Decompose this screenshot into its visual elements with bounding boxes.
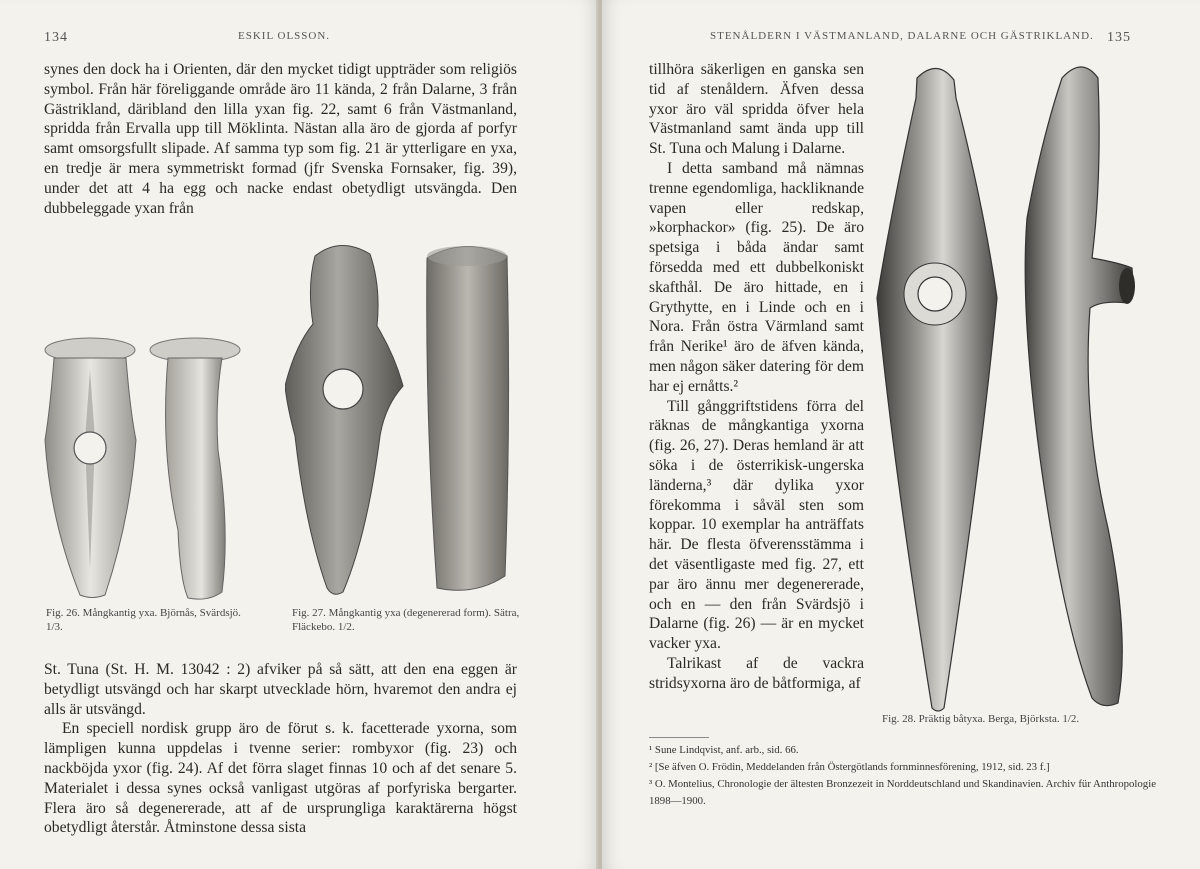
figure-26-axes xyxy=(40,330,245,602)
paragraph: Till gånggriftstidens förra del räknas de mångkantiga yxorna (fig. 26, 27). Deras hemland är att söka i de österrikisk-ungerska länderna,³ där dylika yxor förekomma i såväl sten som koppar. 10 exemplar ha anträffats här. De flesta öfverensstämma i det väsentligaste med fig. 27, ett par äro ännu mer degenererade, och en — den från Svärdsjö i Dalarne (fig. 26) — är en mycket vacker yxa. xyxy=(649,397,864,653)
figure-28-axe xyxy=(872,58,1152,714)
page-number-left: 134 xyxy=(44,30,68,45)
caption-fig-26: Fig. 26. Mångkantig yxa. Björnås, Svärdsjö. 1/3. xyxy=(46,607,241,633)
axe-26-side xyxy=(150,338,240,599)
left-top-text xyxy=(44,60,517,218)
footnote-2: ² [Se äfven O. Frödin, Meddelanden från Östergötlands fornminnesförening, 1912, sid. 23 f.] xyxy=(649,761,1050,773)
running-head-left: ESKIL OLSSON. xyxy=(238,30,331,42)
figure-27-axes xyxy=(285,236,515,598)
right-column-text xyxy=(649,60,864,694)
paragraph: En speciell nordisk grupp äro de förut s. k. facetterade yxorna, som lämpligen kunna uppdelas i tvenne serier: rombyxor (fig. 23) och nackböjda yxor (fig. 24). Af det förra slaget finnas 10 och af det senare 5. Materialet i dessa synes också vanligast utgöras af porfyriska bergarter. Flera äro så degenererade, att af de ursprungliga karaktärerna högst obetydligt återstår. Åtminstone dessa sista xyxy=(44,720,517,837)
left-bottom-text xyxy=(44,660,517,838)
paragraph: Talrikast af de vackra stridsyxorna äro de båtformiga, af xyxy=(649,654,864,692)
right-page xyxy=(602,0,1200,869)
footnote-3: ³ O. Montelius, Chronologie der ältesten Bronzezeit in Norddeutschland und Skandinavien. Archiv für Anthropologie 1898—1900. xyxy=(649,778,1156,807)
running-head-right: STENÅLDERN I VÄSTMANLAND, DALARNE OCH GÄSTRIKLAND. xyxy=(710,30,1094,42)
axe-28-front xyxy=(877,68,997,711)
page-number-right: 135 xyxy=(1107,30,1131,45)
caption-fig-27: Fig. 27. Mångkantig yxa (degenererad form). Sätra, Fläckebo. 1/2. xyxy=(292,607,520,633)
caption-fig-28: Fig. 28. Präktig båtyxa. Berga, Björksta. 1/2. xyxy=(882,713,1080,725)
paragraph: I detta samband må nämnas trenne egendomliga, hackliknande vapen eller redskap, »korphackor» (fig. 25). De äro spetsiga i båda ändar samt försedda med ett dubbelkoniskt skafthål. De äro hittade, en i Grythytte, en i Linde och en i Nora. Från östra Värmland samt från Nerike¹ äro de äfven kända, men någon säker datering för dem har ej ernåtts.² xyxy=(649,159,864,395)
footnote-1: ¹ Sune Lindqvist, anf. arb., sid. 66. xyxy=(649,744,799,756)
axe-26-front xyxy=(45,338,136,598)
left-page xyxy=(0,0,598,869)
axe-27-front xyxy=(285,245,403,594)
footnotes xyxy=(649,742,1169,810)
axe-28-side xyxy=(1025,67,1135,706)
paragraph: tillhöra säkerligen en ganska sen tid af stenåldern. Äfven dessa yxor äro väl spridda öfver hela Västmanland samt ända upp till St. Tuna och Malung i Dalarne. xyxy=(649,61,864,158)
footnote-rule xyxy=(649,737,709,738)
paragraph: St. Tuna (St. H. M. 13042 : 2) afviker på så sätt, att den ena eggen är betydligt utsvängd och har skarpt utvecklade hörn, hvaremot den andra ej alls är utsvängd. xyxy=(44,661,517,718)
paragraph: synes den dock ha i Orienten, där den mycket tidigt uppträder som religiös symbol. Från här föreliggande område äro 11 kända, 2 från Dalarne, 3 från Gästrikland, däribland den lilla yxan fig. 22, samt 6 från Västmanland, spridda från Ervalla upp till Möklinta. Nästan alla äro de gjorda af porfyr samt omsorgsfullt slipade. Af samma typ som fig. 21 är ytterligare en yxa, en tredje är mera symmetriskt formad (jfr Svenska Fornsaker, fig. 39), under det att 4 ha egg och nacke endast obetydligt utsvängda. Den dubbeleggade yxan från xyxy=(44,61,517,217)
axe-27-side xyxy=(427,246,509,590)
